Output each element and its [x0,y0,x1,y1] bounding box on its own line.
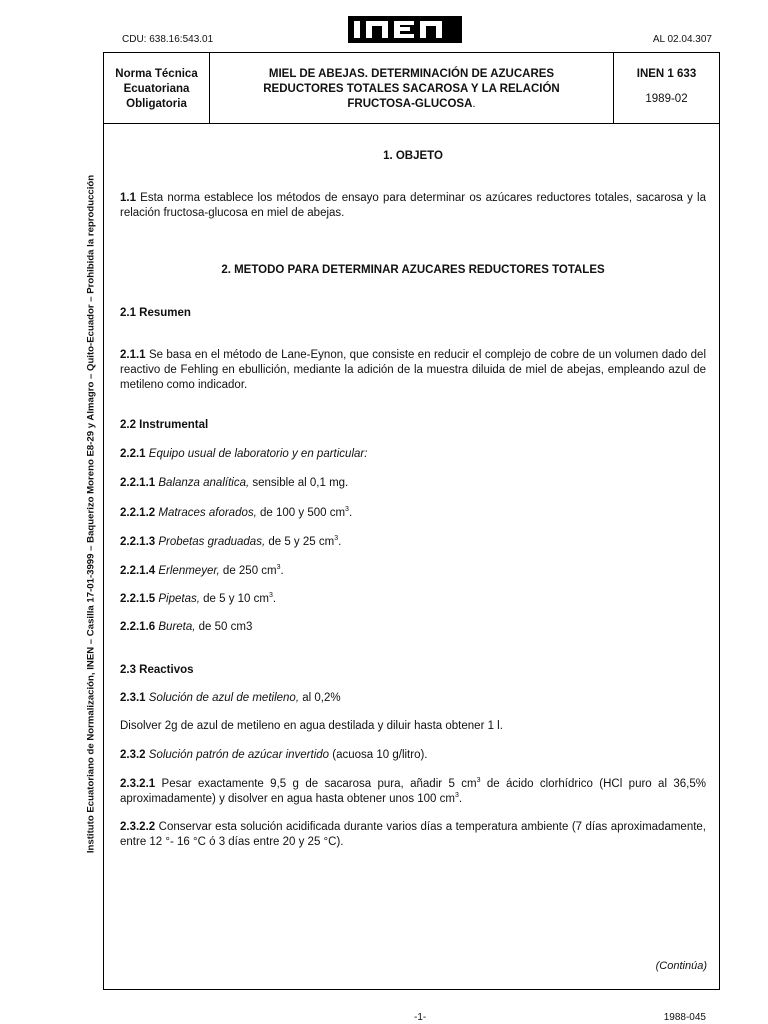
equipment-item [120,476,706,491]
paragraph-2-3-1-desc: Disolver 2g de azul de metileno en agua destilada y diluir hasta obtener 1 l. [120,720,503,732]
norm-title-line: REDUCTORES TOTALES SACAROSA Y LA RELACIÓN [263,83,560,95]
paragraph-2-3-2-2 [120,820,706,850]
norm-title-end: . [472,98,476,110]
paragraph-number: 2.2.1 [120,448,146,460]
paragraph-number: 2.3.2.2 [120,821,156,833]
item-number: 2.2.1.6 [120,621,156,633]
reagent-name: Solución patrón de azúcar invertido [148,749,330,761]
norm-type-line: Ecuatoriana [123,83,190,95]
paragraph-text: Conservar esta solución acidificada durante varios días a temperatura ambiente (7 días aproximadamente, entre 12 °- 16 °C ó 3 días entre 20 y 25 °C). [120,821,706,848]
paragraph-text: Se basa en el método de Lane-Eynon, que consiste en reducir el complejo de cobre de un volumen dado del reactivo de Fehling en ebullición, mediante la adición de la muestra diluida de miel de abejas, empleando azul de metileno como indicador. [120,349,706,391]
reagent-detail: al 0,2% [299,692,341,704]
item-name: Bureta, [158,621,196,633]
paragraph-2-3-2-1 [120,777,706,807]
paragraph-number: 2.3.1 [120,692,146,704]
subsection-2-1-title: 2.1 Resumen [120,307,191,319]
equipment-item [120,564,706,579]
paragraph-number: 2.1.1 [120,349,146,361]
item-detail: de 100 y 500 cm [256,507,346,519]
paragraph-number: 1.1 [120,192,136,204]
norm-type-line: Obligatoria [126,98,187,110]
paragraph-text: Pesar exactamente 9,5 g de sacarosa pura, añadir 5 cm [155,778,477,790]
paragraph-1-1 [120,191,706,221]
superscript: 3 [276,564,281,571]
norm-code: INEN 1 633 [636,68,697,80]
item-detail: de 50 cm3 [195,621,253,633]
equipment-item [120,592,706,607]
item-number: 2.2.1.5 [120,593,156,605]
paragraph-2-2-1 [120,447,706,462]
paragraph-text: Esta norma establece los métodos de ensayo para determinar os azúcares reductores totales, sacarosa y la relación fructosa-glucosa en miel de abejas. [120,192,706,219]
subsection-2-2-title: 2.2 Instrumental [120,419,209,431]
item-end: . [272,593,277,605]
equipment-item [120,620,706,635]
norm-title-line: MIEL DE ABEJAS. DETERMINACIÓN DE AZUCARES [268,68,555,80]
superscript: 3 [268,592,273,599]
inen-logo [348,16,462,43]
equipment-item [120,506,706,521]
equipment-item [120,535,706,550]
norm-date: 1989-02 [645,93,688,105]
norm-type-line: Norma Técnica [115,68,198,80]
item-number: 2.2.1.2 [120,507,156,519]
side-legal-notice: Instituto Ecuatoriano de Normalización, INEN – Casilla 17-01-3999 – Baquerizo Moreno E8-29 y Almagro – Quito-Ecuador – Prohibida la reproducción [85,174,97,854]
item-name: Probetas graduadas, [158,536,266,548]
superscript: 3 [454,792,459,799]
paragraph-2-3-1 [120,691,706,706]
paragraph-2-3-2 [120,748,706,763]
cdu-code: CDU: 638.16:543.01 [122,34,214,45]
item-name: Erlenmeyer, [158,565,220,577]
paragraph-end: . [458,793,463,805]
norm-type-cell [104,53,210,123]
paragraph-text: Equipo usual de laboratorio y en particular: [148,448,368,460]
norm-title-line-text: FRUCTOSA-GLUCOSA [347,98,473,110]
item-detail: de 5 y 10 cm [199,593,269,605]
norm-title-cell [210,53,614,123]
paragraph-number: 2.3.2 [120,749,146,761]
reagent-name: Solución de azul de metileno, [148,692,300,704]
section-2-title: 2. METODO PARA DETERMINAR AZUCARES REDUCTORES TOTALES [221,264,605,276]
al-code: AL 02.04.307 [652,34,712,45]
paragraph-number: 2.3.2.1 [120,778,156,790]
item-number: 2.2.1.4 [120,565,156,577]
norm-code-cell [614,53,719,123]
header-table [104,53,719,124]
subsection-2-3-title: 2.3 Reactivos [120,664,194,676]
item-name: Balanza analítica, [158,477,250,489]
item-end: . [280,565,284,577]
document-code: 1988-045 [663,1012,706,1023]
item-detail: de 250 cm [219,565,277,577]
superscript: 3 [345,506,349,513]
continued-label: (Continúa) [655,960,707,972]
section-1-title: 1. OBJETO [383,150,443,162]
item-name: Pipetas, [158,593,200,605]
paragraph-2-1-1 [120,348,706,393]
item-detail: sensible al 0,1 mg. [249,477,349,489]
superscript: 3 [476,777,481,784]
paragraph-text: de ácido clorhídrico (HCl puro al 36,5% aproximadamente) y disolver en agua hasta obtener unos 100 cm [120,778,706,805]
page-number: -1- [414,1012,427,1023]
item-end: . [348,507,353,519]
item-number: 2.2.1.1 [120,477,156,489]
item-number: 2.2.1.3 [120,536,156,548]
item-end: . [338,536,342,548]
reagent-detail: (acuosa 10 g/litro). [329,749,428,761]
superscript: 3 [334,535,339,542]
item-detail: de 5 y 25 cm [265,536,335,548]
item-name: Matraces aforados, [158,507,257,519]
norm-title-line [210,97,613,112]
